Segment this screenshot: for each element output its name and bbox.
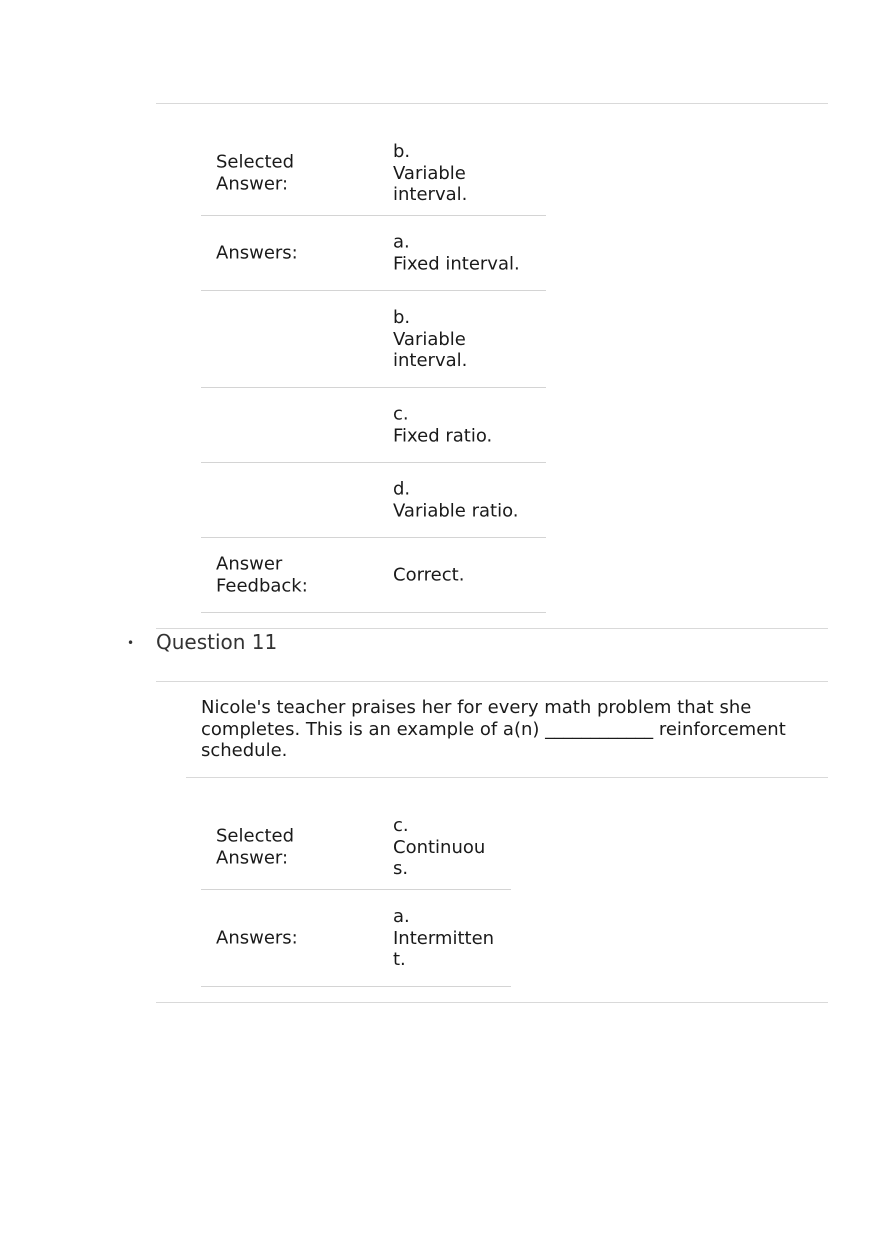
- answers-label: Answers:: [216, 927, 298, 949]
- q10-answer-table: [201, 131, 546, 613]
- answer-text: Variable ratio.: [393, 500, 519, 521]
- answer-letter: a.: [393, 905, 410, 927]
- selected-answer-letter: c.: [393, 814, 409, 836]
- answer-option: [393, 232, 543, 275]
- answer-letter: a.: [393, 231, 410, 253]
- question-text-divider: [186, 777, 828, 778]
- selected-answer-value: [393, 815, 498, 880]
- selected-answer-letter: b.: [393, 140, 411, 162]
- q10-feedback-row: [201, 538, 546, 613]
- question-divider: [156, 628, 828, 629]
- q10-answer-row-a: [201, 216, 546, 291]
- list-bullet: •: [127, 636, 135, 650]
- question-text: Nicole's teacher praises her for every math problem that she completes. This is an example of a(n) ____________ reinforcement schedule.: [201, 697, 786, 761]
- selected-answer-text: Variable interval.: [393, 162, 468, 205]
- q10-selected-answer-row: [201, 131, 546, 216]
- answer-text: Fixed ratio.: [393, 425, 493, 446]
- answer-feedback-label: Answer Feedback:: [216, 553, 308, 596]
- q11-selected-answer-row: [201, 805, 511, 890]
- q10-answer-row-c: [201, 388, 546, 463]
- answer-letter: b.: [393, 306, 411, 328]
- answer-feedback-value: Correct.: [393, 564, 465, 586]
- answer-option: [393, 906, 498, 971]
- q10-answer-row-d: [201, 463, 546, 538]
- question-header-divider: [156, 681, 828, 682]
- selected-answer-label: Selected Answer:: [216, 825, 295, 868]
- top-divider: [156, 103, 828, 104]
- selected-answer-label: Selected Answer:: [216, 151, 295, 194]
- answer-letter: c.: [393, 403, 409, 425]
- question-title: Question 11: [156, 630, 278, 654]
- q10-answer-row-b: [201, 291, 546, 388]
- selected-answer-value: [393, 141, 503, 206]
- answer-text: Variable interval.: [393, 328, 468, 371]
- answer-text: Intermittent.: [393, 927, 495, 970]
- bottom-divider: [156, 1002, 828, 1003]
- q11-answer-row-a: [201, 890, 511, 987]
- selected-answer-text: Continuous.: [393, 836, 486, 879]
- answer-option: [393, 404, 543, 447]
- answers-label: Answers:: [216, 242, 298, 264]
- answer-option: [393, 479, 543, 522]
- answer-letter: d.: [393, 478, 411, 500]
- q11-answer-table: [201, 805, 511, 987]
- answer-option: [393, 307, 503, 372]
- answer-text: Fixed interval.: [393, 253, 520, 274]
